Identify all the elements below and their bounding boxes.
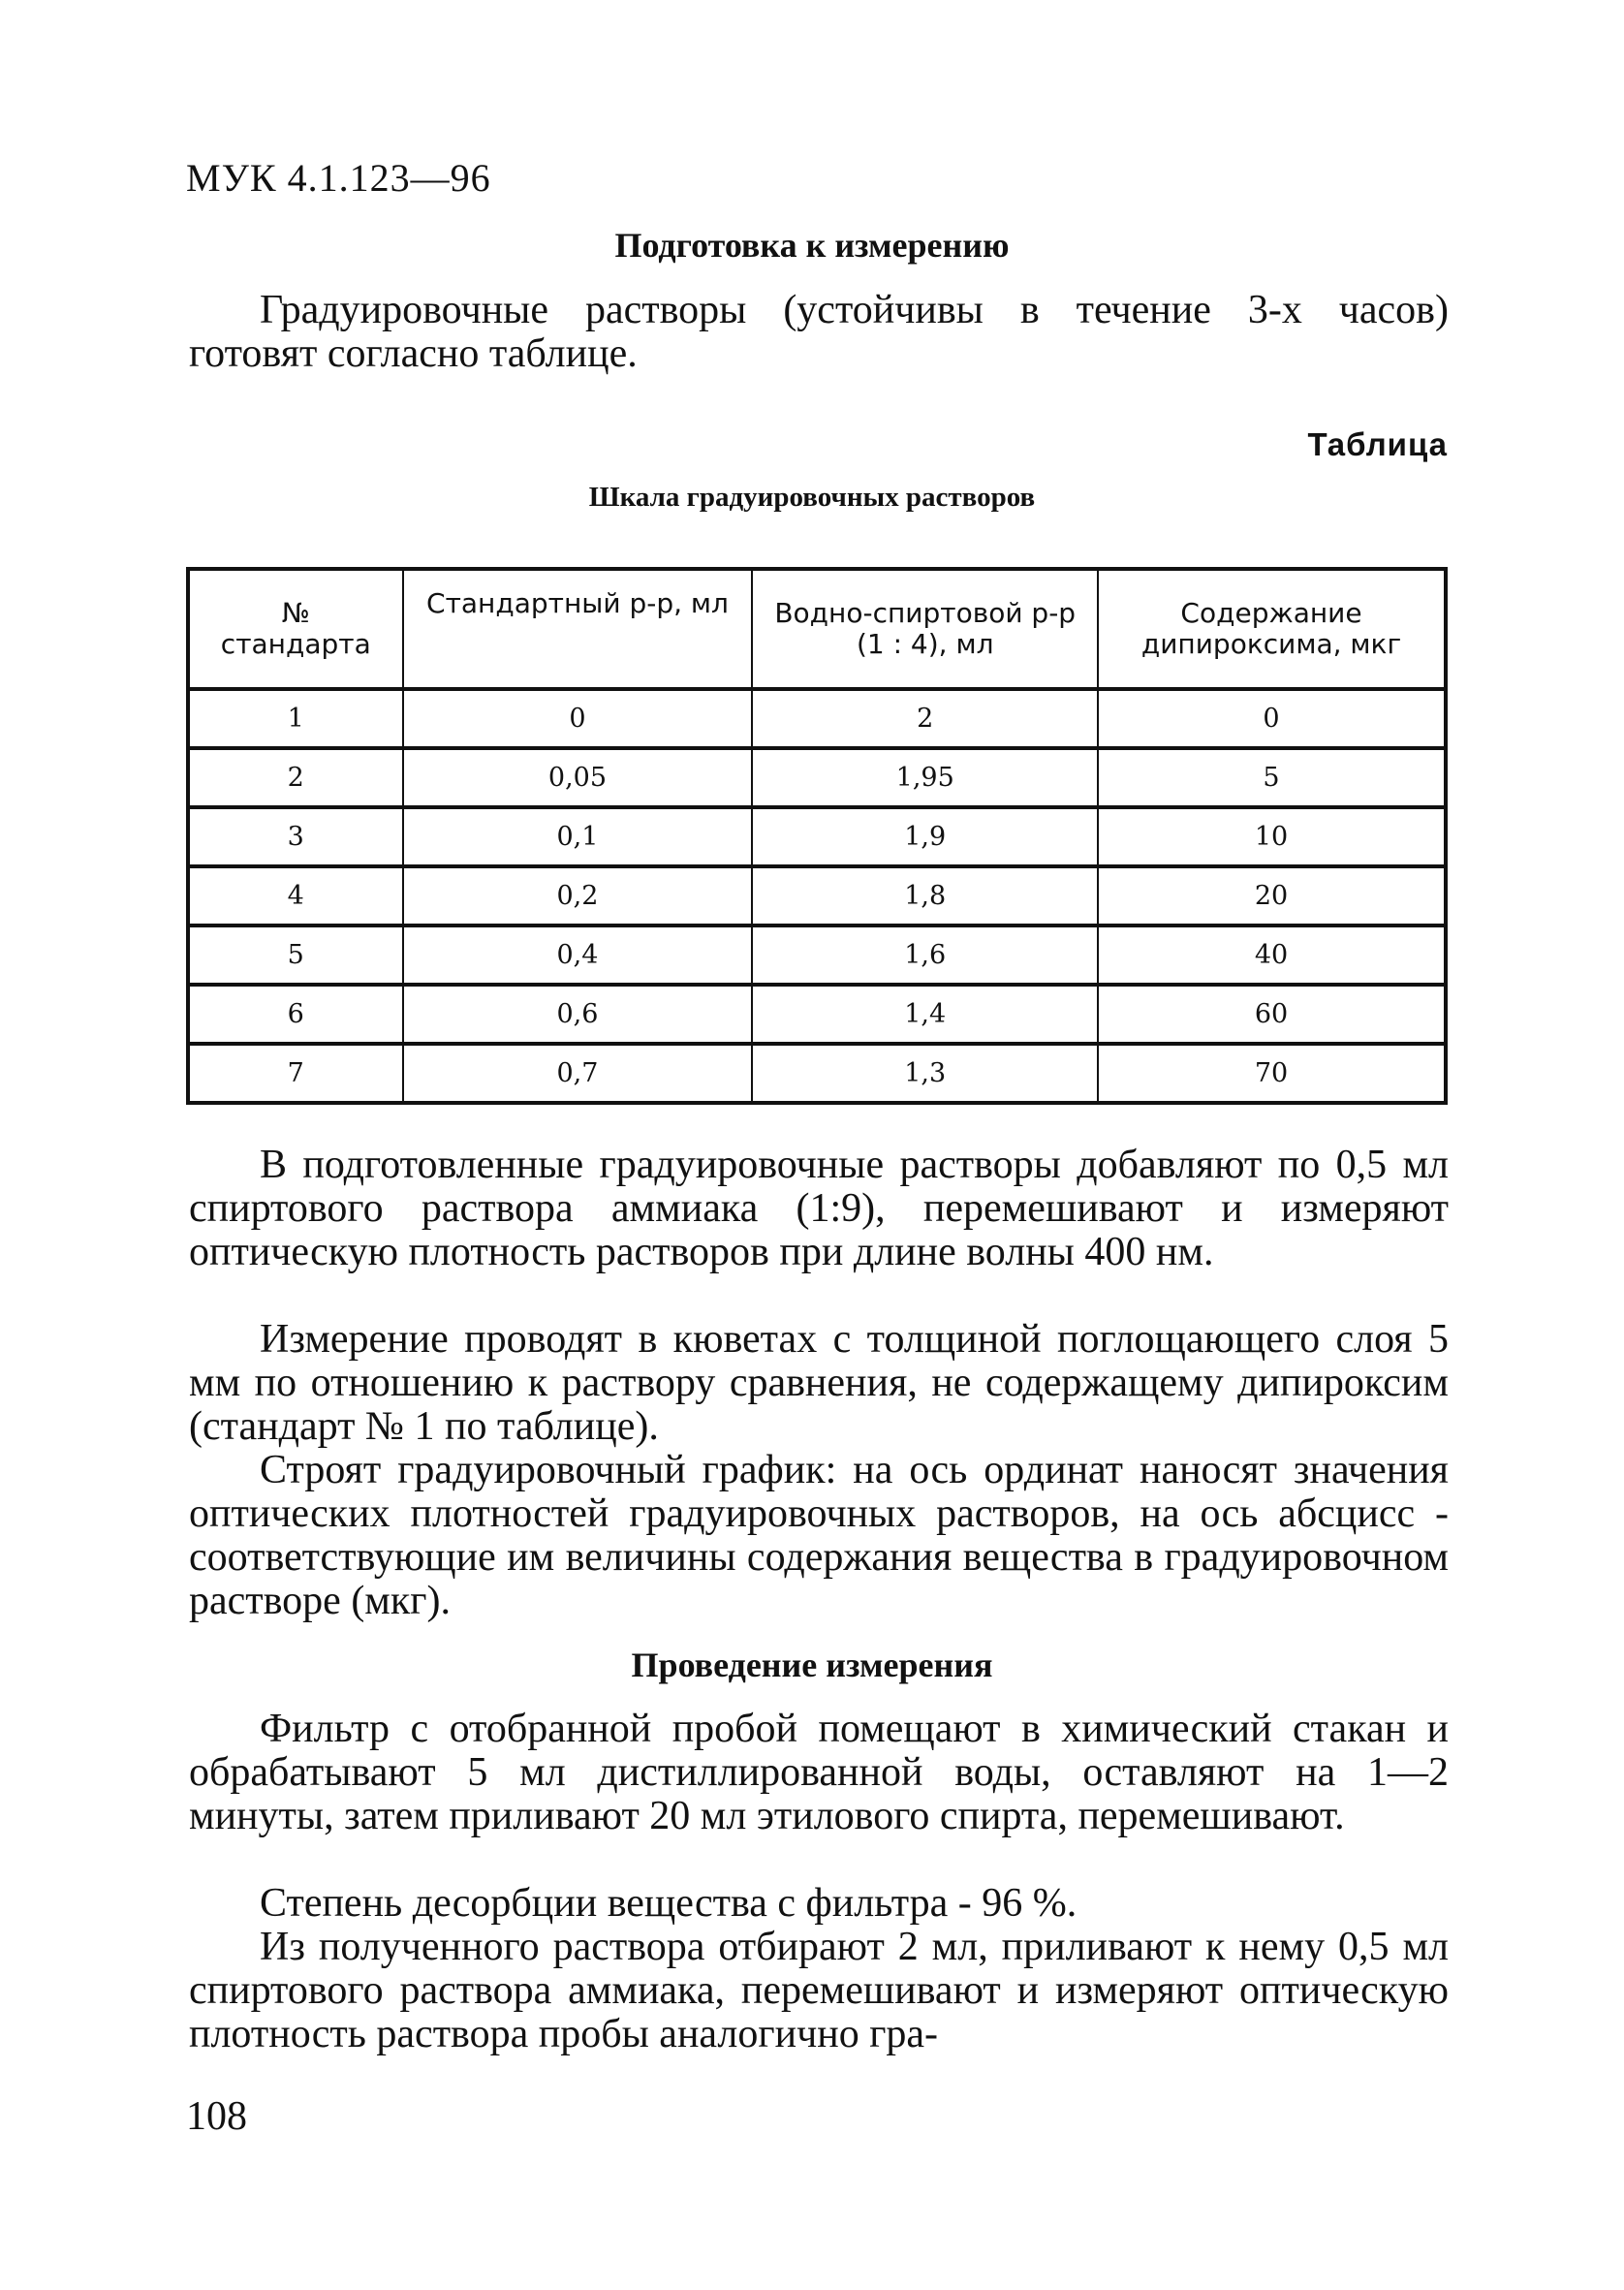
section-title-preparation: Подготовка к измерению <box>614 226 1010 265</box>
cell-content: 5 <box>1098 748 1446 807</box>
table-row <box>188 1044 1446 1103</box>
cell-standard-no: 3 <box>188 807 403 866</box>
table-label: Таблица <box>1307 426 1448 462</box>
cell-water-alcohol: 1,3 <box>752 1044 1098 1103</box>
paragraph-calibration-graph: Строят градуировочный график: на ось ординат наносят значения оптических плотностей градуировочных растворов, на ось абсцисс - соответствующие им величины содержания вещества в градуировочном растворе (мкг). <box>189 1448 1449 1623</box>
cell-content: 20 <box>1098 866 1446 925</box>
table-row <box>188 807 1446 866</box>
cell-content: 10 <box>1098 807 1446 866</box>
cell-standard-solution: 0,7 <box>403 1044 753 1103</box>
cell-water-alcohol: 1,4 <box>752 985 1098 1044</box>
column-header-water-alcohol-solution: Водно-спиртовой р-р (1 : 4), мл <box>752 569 1098 689</box>
cell-standard-solution: 0,6 <box>403 985 753 1044</box>
cell-content: 70 <box>1098 1044 1446 1103</box>
cell-standard-no: 1 <box>188 689 403 748</box>
cell-water-alcohol: 1,95 <box>752 748 1098 807</box>
table-row <box>188 689 1446 748</box>
cell-content: 60 <box>1098 985 1446 1044</box>
cell-content: 40 <box>1098 925 1446 985</box>
cell-standard-solution: 0,4 <box>403 925 753 985</box>
cell-water-alcohol: 1,8 <box>752 866 1098 925</box>
cell-standard-solution: 0,1 <box>403 807 753 866</box>
table-title: Шкала градуировочных растворов <box>588 482 1036 513</box>
intro-line-2: готовят согласно таблице. <box>189 331 638 376</box>
table-row <box>188 866 1446 925</box>
calibration-table <box>186 567 1448 1105</box>
cell-standard-no: 6 <box>188 985 403 1044</box>
document-code: МУК 4.1.123—96 <box>186 156 491 200</box>
cell-standard-no: 7 <box>188 1044 403 1103</box>
column-header-standard-no: № стандарта <box>188 569 403 689</box>
cell-water-alcohol: 2 <box>752 689 1098 748</box>
cell-water-alcohol: 1,9 <box>752 807 1098 866</box>
table-row <box>188 925 1446 985</box>
section-title-measurement: Проведение измерения <box>631 1646 993 1684</box>
cell-water-alcohol: 1,6 <box>752 925 1098 985</box>
cell-standard-solution: 0 <box>403 689 753 748</box>
intro-paragraph <box>189 289 1449 376</box>
paragraph-desorption-degree: Степень десорбции вещества с фильтра - 96 %. <box>260 1881 1077 1926</box>
cell-standard-solution: 0,2 <box>403 866 753 925</box>
paragraph-filter-treatment: Фильтр с отобранной пробой помещают в химический стакан и обрабатывают 5 мл дистиллированной воды, оставляют на 1—2 минуты, затем приливают 20 мл этилового спирта, перемешивают. <box>189 1707 1449 1838</box>
column-header-dipiroxime-content: Содержание дипироксима, мкг <box>1098 569 1446 689</box>
intro-line-1: Градуировочные растворы (устойчивы в течение 3-х часов) <box>260 288 1449 332</box>
cell-standard-no: 2 <box>188 748 403 807</box>
cell-standard-no: 4 <box>188 866 403 925</box>
cell-content: 0 <box>1098 689 1446 748</box>
table-row <box>188 748 1446 807</box>
paragraph-sample-measurement: Из полученного раствора отбирают 2 мл, приливают к нему 0,5 мл спиртового раствора аммиака, перемешивают и измеряют оптическую плотность раствора пробы аналогично гра- <box>189 1925 1449 2056</box>
cell-standard-solution: 0,05 <box>403 748 753 807</box>
cell-standard-no: 5 <box>188 925 403 985</box>
paragraph-measurement-cuvettes: Измерение проводят в кюветах с толщиной поглощающего слоя 5 мм по отношению к раствору сравнения, не содержащему дипироксим (стандарт № 1 по таблице). <box>189 1317 1449 1449</box>
table-row <box>188 985 1446 1044</box>
table-header-row <box>188 569 1446 689</box>
page-number: 108 <box>186 2094 247 2139</box>
column-header-standard-solution: Стандартный р-р, мл <box>403 569 753 689</box>
paragraph-add-ammonia: В подготовленные градуировочные растворы добавляют по 0,5 мл спиртового раствора аммиака (1:9), перемешивают и измеряют оптическую плотность растворов при длине волны 400 нм. <box>189 1143 1449 1274</box>
